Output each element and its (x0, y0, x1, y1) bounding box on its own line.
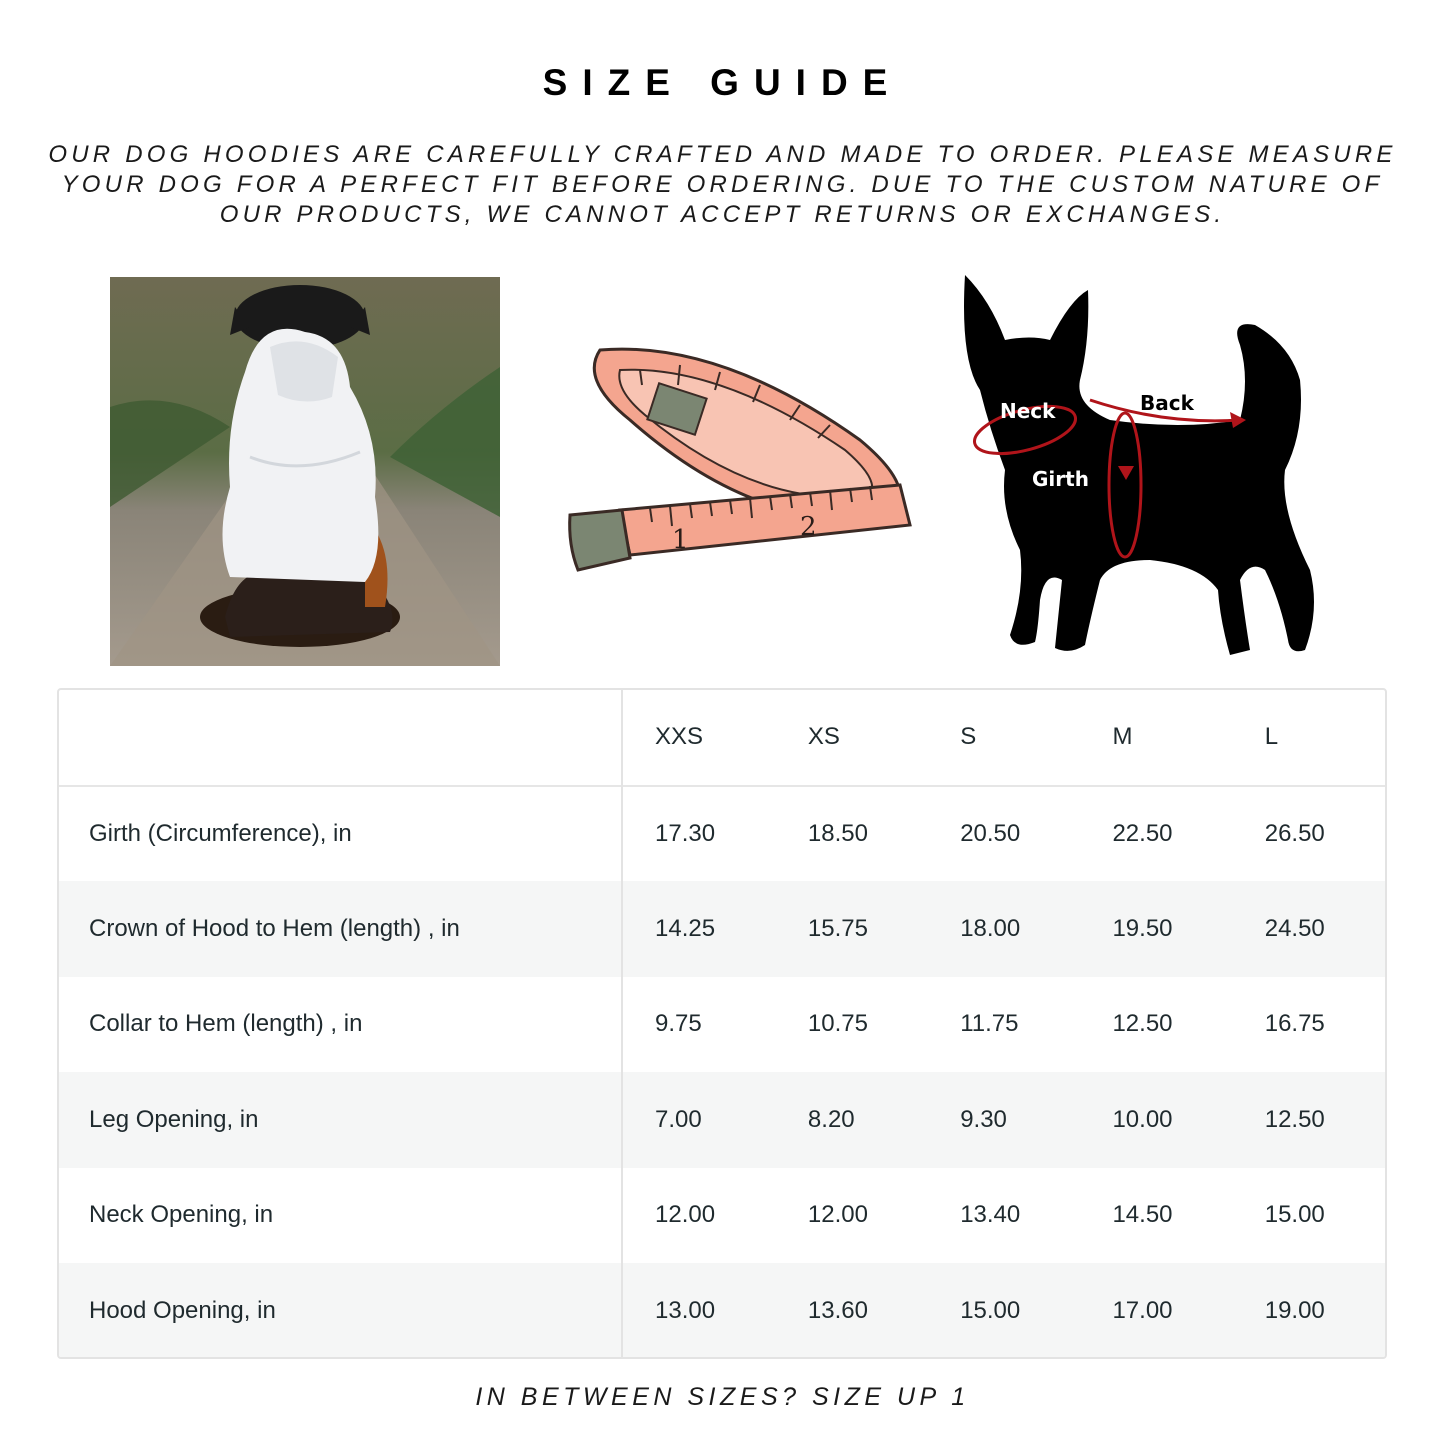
cell-value: 22.50 (1112, 819, 1173, 847)
cell-value: 20.50 (960, 819, 1021, 847)
cell-value: 18.50 (807, 819, 868, 847)
cell-value: 9.30 (960, 1105, 1007, 1133)
girth-label: Girth (1032, 467, 1089, 491)
dog-measurement-diagram (950, 270, 1330, 665)
cell-value: 8.20 (807, 1105, 855, 1133)
cell-value: 24.50 (1264, 914, 1325, 942)
size-header-s: S (960, 723, 977, 751)
cell-value: 13.00 (655, 1296, 716, 1324)
cell-value: 12.00 (655, 1201, 716, 1229)
cell-value: 16.75 (1264, 1010, 1325, 1038)
table-row (59, 1072, 1385, 1168)
row-label: Girth (Circumference), in (59, 786, 622, 882)
cell-value: 17.30 (655, 819, 716, 847)
row-label: Hood Opening, in (59, 1263, 622, 1359)
back-label: Back (1140, 391, 1194, 415)
size-header-m: M (1112, 723, 1133, 751)
header-empty-cell (59, 690, 622, 786)
cell-value: 15.75 (807, 914, 868, 942)
row-label: Leg Opening, in (59, 1072, 622, 1168)
size-header-l: L (1264, 723, 1279, 751)
cell-value: 18.00 (960, 914, 1021, 942)
cell-value: 11.75 (960, 1010, 1019, 1038)
cell-value: 19.50 (1112, 914, 1173, 942)
measuring-tape-illustration (560, 330, 920, 590)
cell-value: 13.60 (807, 1296, 868, 1324)
table-row (59, 786, 1385, 882)
cell-value: 17.00 (1112, 1296, 1173, 1324)
table-header-row (59, 690, 1385, 786)
cell-value: 15.00 (960, 1296, 1021, 1324)
size-up-note: IN BETWEEN SIZES? SIZE UP 1 (475, 1383, 970, 1411)
row-label: Collar to Hem (length) , in (59, 977, 622, 1073)
size-header-xxs: XXS (655, 723, 704, 751)
row-label: Crown of Hood to Hem (length) , in (59, 881, 622, 977)
cell-value: 14.50 (1112, 1201, 1173, 1229)
cell-value: 12.50 (1112, 1010, 1173, 1038)
cell-value: 7.00 (655, 1105, 702, 1133)
cell-value: 15.00 (1264, 1201, 1325, 1229)
table-row (59, 1168, 1385, 1264)
cell-value: 12.00 (807, 1201, 868, 1229)
table-row (59, 977, 1385, 1073)
tape-mark-2: 2 (800, 512, 817, 542)
intro-text: OUR DOG HOODIES ARE CAREFULLY CRAFTED AND MADE TO ORDER. PLEASE MEASURE YOUR DOG FOR A PERFECT FIT BEFORE ORDERING. DUE TO THE CUSTOM NATURE OF OUR PRODUCTS, WE CANNOT ACCEPT RETURNS OR EXCHANGES. (48, 141, 1397, 228)
size-table (57, 688, 1387, 1359)
cell-value: 19.00 (1264, 1296, 1325, 1324)
row-label: Neck Opening, in (59, 1168, 622, 1264)
cell-value: 13.40 (960, 1201, 1021, 1229)
page-title: SIZE GUIDE (542, 62, 903, 103)
cell-value: 9.75 (655, 1010, 702, 1038)
cell-value: 10.00 (1112, 1105, 1173, 1133)
dog-hoodie-photo (110, 277, 500, 666)
table-row (59, 1263, 1385, 1359)
cell-value: 14.25 (655, 914, 716, 942)
neck-label: Neck (1000, 399, 1056, 423)
cell-value: 12.50 (1264, 1105, 1325, 1133)
size-header-xs: XS (807, 723, 840, 751)
cell-value: 26.50 (1264, 819, 1325, 847)
tape-mark-1: 1 (672, 525, 689, 555)
table-row (59, 881, 1385, 977)
cell-value: 10.75 (807, 1010, 868, 1038)
